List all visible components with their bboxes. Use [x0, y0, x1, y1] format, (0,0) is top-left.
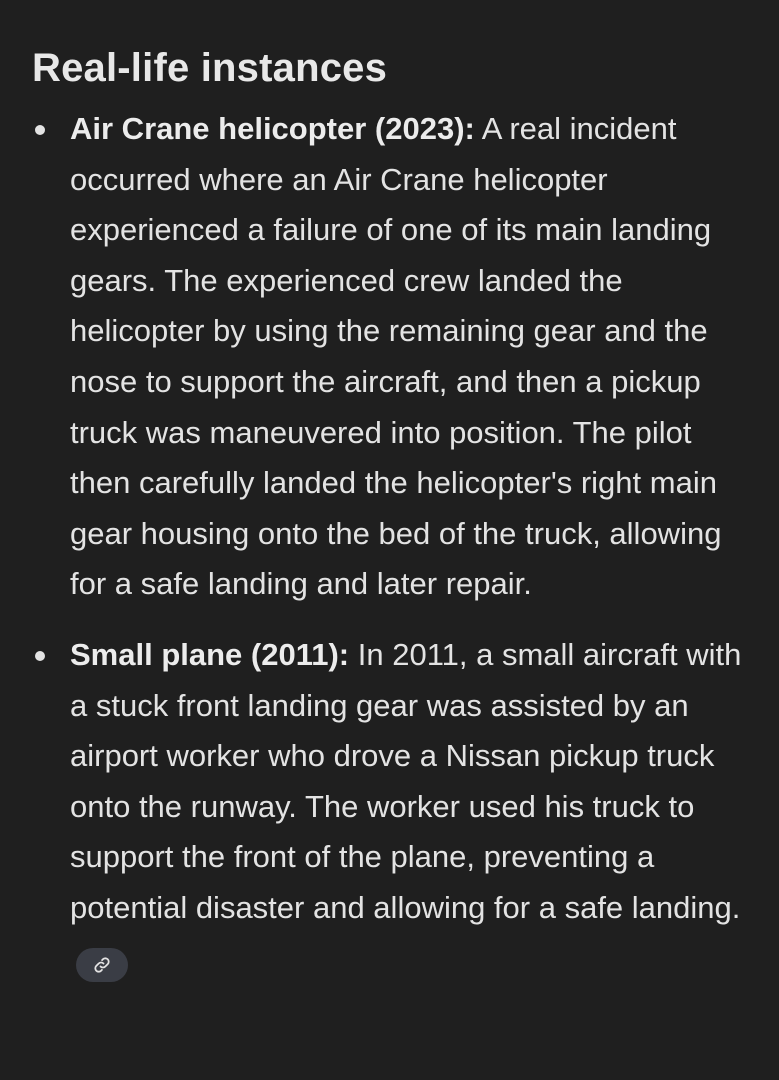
- link-icon: [93, 956, 111, 974]
- list-item-small-plane: [32, 630, 755, 984]
- instances-list: [32, 104, 755, 984]
- source-link-button[interactable]: [76, 948, 128, 982]
- item-text: In 2011, a small aircraft with a stuck front landing gear was assisted by an airport worker who drove a Nissan pickup truck onto the runway. The worker used his truck to support the front of the plane, preventing a potential disaster and allowing for a safe landing.: [70, 636, 742, 925]
- bullet-icon: [35, 651, 45, 661]
- item-text: A real incident occurred where an Air Crane helicopter experienced a failure of one of its main landing gears. The experienced crew landed the helicopter by using the remaining gear and the nose to support the aircraft, and then a pickup truck was maneuvered into position. The pilot then carefully landed the helicopter's right main gear housing onto the bed of the truck, allowing for a safe landing and later repair.: [70, 111, 722, 602]
- item-title: Small plane (2011):: [70, 636, 350, 672]
- item-title: Air Crane helicopter (2023):: [70, 111, 475, 146]
- list-item-air-crane: [32, 104, 755, 610]
- bullet-icon: [35, 125, 45, 135]
- section-heading: Real-life instances: [32, 46, 388, 90]
